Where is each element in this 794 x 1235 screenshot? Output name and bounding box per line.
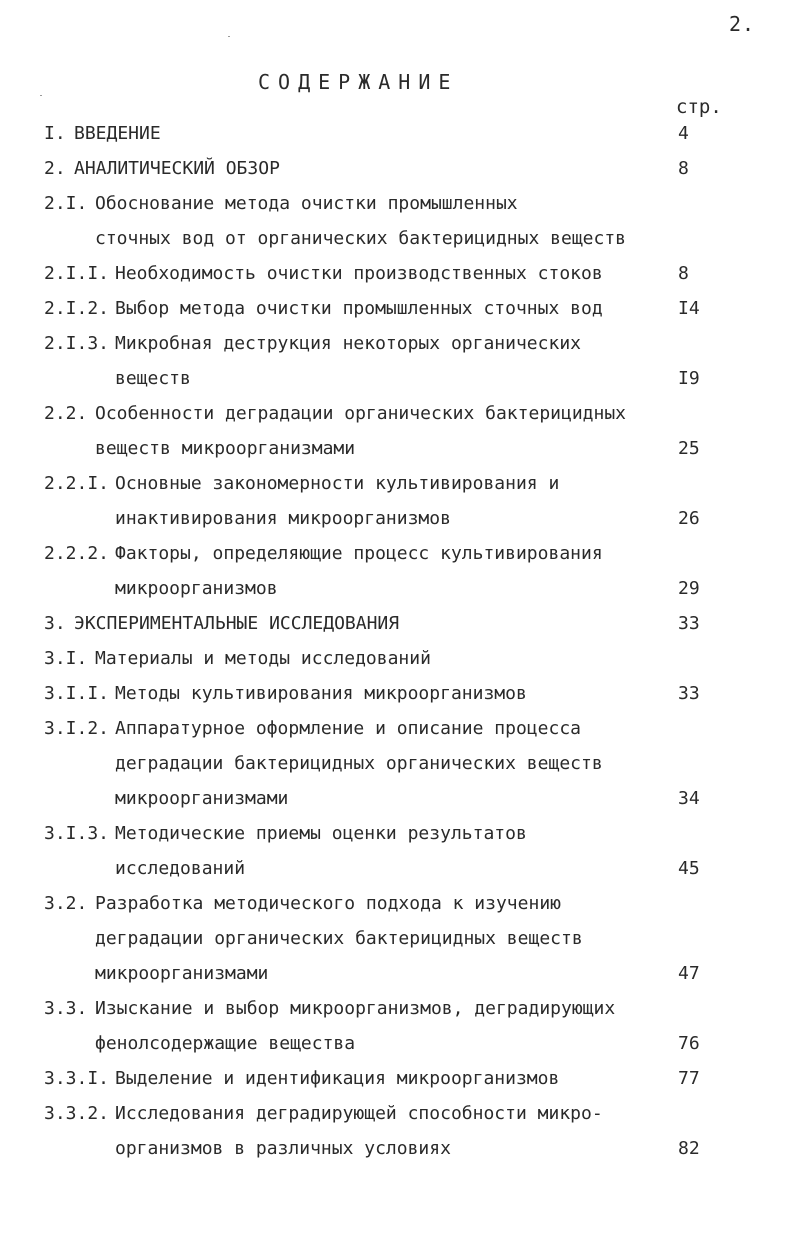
toc-entry-page: 34 [678,788,700,809]
toc-entry-page: 25 [678,438,700,459]
toc-entry-title-line: Разработка методического подхода к изучению [95,893,561,914]
toc-entry-page: 8 [678,158,689,179]
toc-entry-title-line: организмов в различных условиях [115,1138,451,1159]
toc-entry-page: 76 [678,1033,700,1054]
toc-entry-number: 3.3. [44,998,88,1019]
toc-entry-title-line: Обоснование метода очистки промышленных [95,193,518,214]
toc-entry-page: 33 [678,683,700,704]
toc-entry-number: 3. [44,613,66,634]
toc-entry-page: 77 [678,1068,700,1089]
toc-entry-number: 2.I.I. [44,263,110,284]
toc-entry-number: 2. [44,158,66,179]
toc-entry-title-line: микроорганизмами [115,788,289,809]
toc-entry-number: 3.3.2. [44,1103,110,1124]
toc-entry-title-line: Методы культивирования микроорганизмов [115,683,527,704]
toc-entry-title-line: веществ [115,368,191,389]
page-title: СОДЕРЖАНИЕ [258,70,459,94]
toc-entry-number: 2.2.I. [44,473,110,494]
toc-entry-page: 33 [678,613,700,634]
toc-entry-title-line: ВВЕДЕНИЕ [74,123,161,144]
toc-entry-title-line: деградации органических бактерицидных веществ [95,928,583,949]
page-number: 2. [729,12,756,36]
toc-entry-title-line: исследований [115,858,246,879]
toc-entry-title-line: Выделение и идентификация микроорганизмов [115,1068,560,1089]
toc-entry-title-line: Основные закономерности культивирования и [115,473,560,494]
toc-entry-number: 3.I.I. [44,683,110,704]
toc-entry-number: 2.I. [44,193,88,214]
toc-entry-number: I. [44,123,66,144]
toc-entry-number: 2.2.2. [44,543,110,564]
toc-entry-title-line: инактивирования микроорганизмов [115,508,451,529]
toc-entry-title-line: Материалы и методы исследований [95,648,431,669]
toc-entry-page: 4 [678,123,689,144]
toc-entry-title-line: Особенности деградации органических бактерицидных [95,403,627,424]
toc-entry-title-line: Исследования деградирующей способности микро- [115,1103,603,1124]
toc-entry-title-line: сточных вод от органических бактерицидных веществ [95,228,627,249]
toc-entry-title-line: веществ микроорганизмами [95,438,356,459]
scan-speck [228,36,230,37]
toc-entry-title-line: Выбор метода очистки промышленных сточных вод [115,298,603,319]
toc-entry-number: 2.I.2. [44,298,110,319]
toc-entry-page: 8 [678,263,689,284]
toc-entry-page: 82 [678,1138,700,1159]
toc-entry-page: I9 [678,368,700,389]
toc-entry-title-line: микроорганизмов [115,578,278,599]
toc-entry-page: 45 [678,858,700,879]
toc-entry-title-line: АНАЛИТИЧЕСКИЙ ОБЗОР [74,158,280,179]
toc-entry-title-line: Методические приемы оценки результатов [115,823,527,844]
toc-entry-title-line: микроорганизмами [95,963,269,984]
toc-entry-title-line: ЭКСПЕРИМЕНТАЛЬНЫЕ ИССЛЕДОВАНИЯ [74,613,400,634]
toc-entry-title-line: Аппаратурное оформление и описание процесса [115,718,581,739]
toc-entry-number: 3.I.2. [44,718,110,739]
toc-entry-title-line: фенолсодержащие вещества [95,1033,356,1054]
toc-entry-title-line: деградации бактерицидных органических веществ [115,753,603,774]
toc-entry-title-line: Необходимость очистки производственных стоков [115,263,603,284]
toc-entry-number: 2.I.3. [44,333,110,354]
toc-entry-number: 3.3.I. [44,1068,110,1089]
toc-entry-title-line: Факторы, определяющие процесс культивирования [115,543,603,564]
toc-entry-page: 47 [678,963,700,984]
toc-entry-title-line: Изыскание и выбор микроорганизмов, деградирующих [95,998,616,1019]
toc-entry-title-line: Микробная деструкция некоторых органических [115,333,581,354]
toc-entry-page: I4 [678,298,700,319]
scan-speck [40,95,42,96]
toc-entry-number: 2.2. [44,403,88,424]
page-column-label: стр. [676,96,722,118]
toc-entry-page: 26 [678,508,700,529]
toc-entry-page: 29 [678,578,700,599]
toc-entry-number: 3.I. [44,648,88,669]
toc-entry-number: 3.I.3. [44,823,110,844]
toc-entry-number: 3.2. [44,893,88,914]
